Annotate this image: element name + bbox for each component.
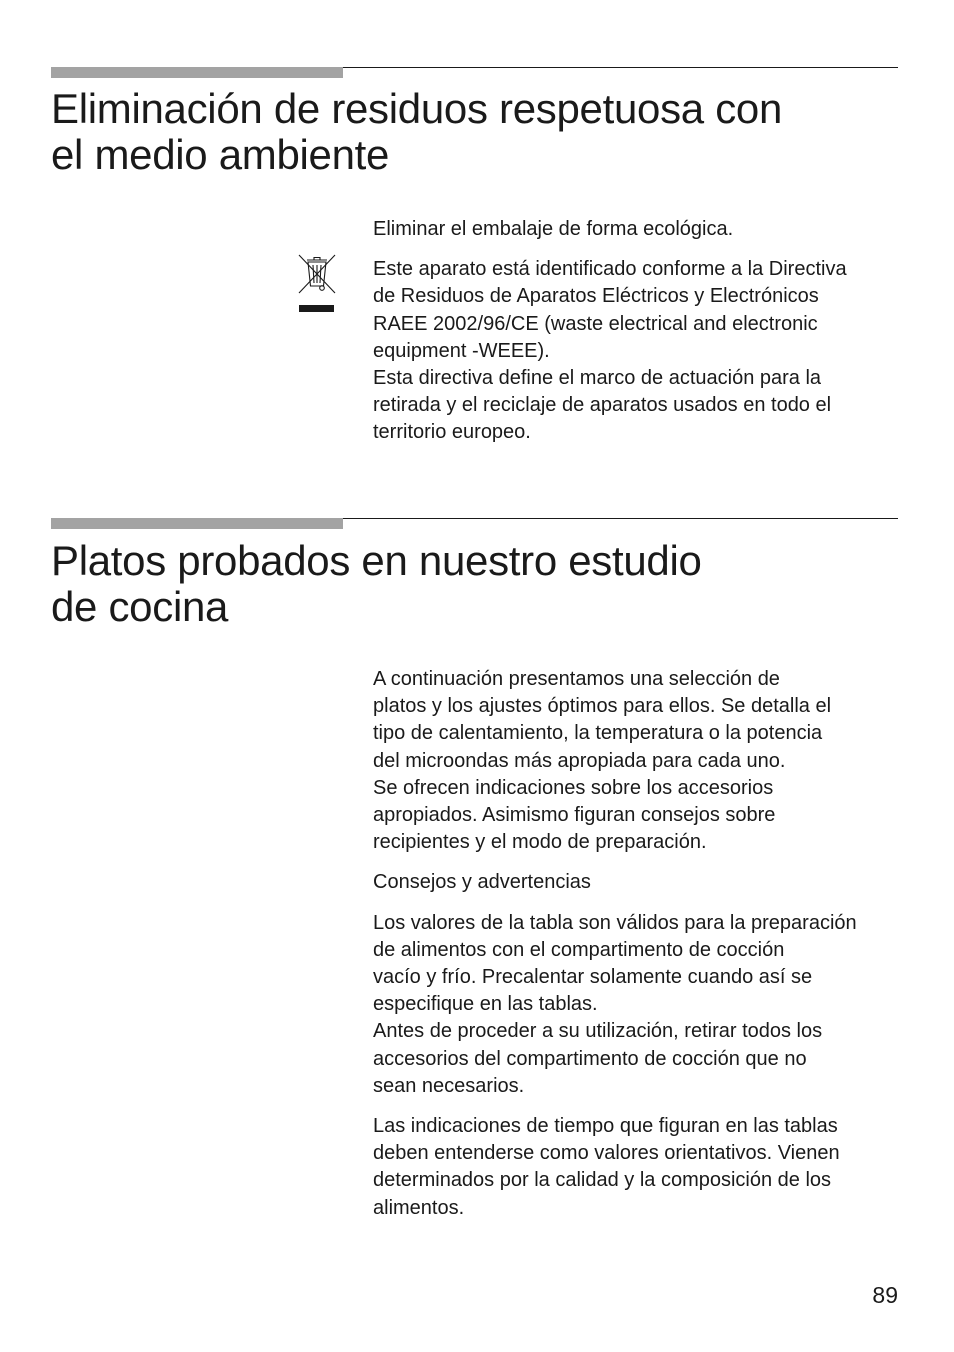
text-line: Este aparato está identificado conforme a la Directiva bbox=[373, 258, 847, 281]
packaging-disposal-text: Eliminar el embalaje de forma ecológica. bbox=[373, 218, 734, 240]
text-line: Los valores de la tabla son válidos para la preparación bbox=[373, 911, 857, 934]
text-line: recipientes y el modo de preparación. bbox=[373, 831, 707, 854]
section-rule-1 bbox=[51, 67, 898, 78]
text-line: vacío y frío. Precalentar solamente cuando así se bbox=[373, 966, 813, 989]
text-line: especifique en las tablas. bbox=[373, 993, 598, 1016]
rule-accent-bar bbox=[51, 67, 343, 78]
tips-paragraph-2 bbox=[373, 1113, 905, 1222]
text-line: determinados por la calidad y la composición de los bbox=[373, 1169, 832, 1192]
intro-paragraph bbox=[373, 666, 905, 856]
text-line: platos y los ajustes óptimos para ellos. Se detalla el bbox=[373, 695, 832, 718]
title-line: el medio ambiente bbox=[51, 131, 390, 178]
page-number: 89 bbox=[872, 1282, 898, 1308]
text-line: A continuación presentamos una selección de bbox=[373, 668, 780, 690]
title-line: Eliminación de residuos respetuosa con bbox=[51, 85, 783, 132]
section-title-disposal bbox=[51, 86, 911, 178]
section-title-tested-dishes bbox=[51, 538, 911, 630]
text-line: sean necesarios. bbox=[373, 1074, 525, 1097]
text-line: RAEE 2002/96/CE (waste electrical and electronic bbox=[373, 312, 818, 335]
tested-dishes-body bbox=[373, 666, 905, 1222]
title-line: Platos probados en nuestro estudio bbox=[51, 537, 702, 584]
text-line: apropiados. Asimismo figuran consejos sobre bbox=[373, 804, 776, 827]
rule-accent-bar bbox=[51, 518, 343, 529]
text-line: Se ofrecen indicaciones sobre los accesorios bbox=[373, 776, 774, 799]
text-line: del microondas más apropiada para cada uno. bbox=[373, 749, 786, 772]
text-line: alimentos. bbox=[373, 1196, 465, 1219]
disposal-body bbox=[373, 216, 905, 447]
crossed-out-wheelie-bin-icon bbox=[296, 252, 338, 314]
text-line: de alimentos con el compartimento de cocción bbox=[373, 938, 785, 961]
tips-subheading: Consejos y advertencias bbox=[373, 871, 591, 894]
text-line: deben entenderse como valores orientativos. Vienen bbox=[373, 1142, 840, 1165]
weee-text bbox=[373, 256, 905, 446]
text-line: Antes de proceder a su utilización, retirar todos los bbox=[373, 1020, 823, 1043]
text-line: de Residuos de Aparatos Eléctricos y Electrónicos bbox=[373, 285, 819, 308]
tips-paragraph-1 bbox=[373, 910, 905, 1100]
text-line: retirada y el reciclaje de aparatos usados en todo el bbox=[373, 394, 832, 417]
text-line: accesorios del compartimento de cocción que no bbox=[373, 1047, 807, 1070]
section-rule-2 bbox=[51, 518, 898, 529]
text-line: equipment -WEEE). bbox=[373, 339, 550, 362]
title-line: de cocina bbox=[51, 583, 229, 630]
text-line: tipo de calentamiento, la temperatura o la potencia bbox=[373, 722, 823, 745]
text-line: territorio europeo. bbox=[373, 421, 531, 444]
text-line: Las indicaciones de tiempo que figuran en las tablas bbox=[373, 1115, 838, 1138]
text-line: Esta directiva define el marco de actuación para la bbox=[373, 367, 822, 390]
